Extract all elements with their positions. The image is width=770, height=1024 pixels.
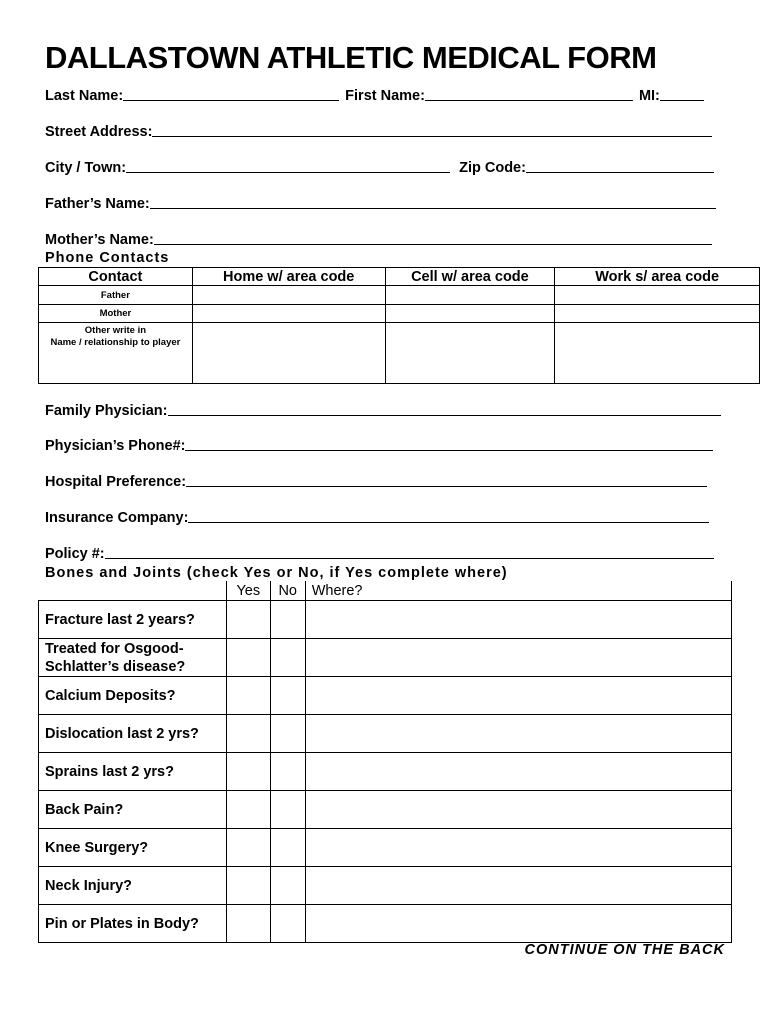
zip-code-label: Zip Code: (459, 160, 526, 176)
policy-row (45, 546, 714, 562)
father-row (45, 196, 716, 212)
bones-header-row (39, 581, 732, 601)
name-row (45, 88, 725, 104)
home-header: Home w/ area code (192, 268, 385, 286)
last-name-label: Last Name: (45, 88, 124, 104)
bones-row-label-line2: Schlatter’s disease? (45, 658, 186, 675)
insurance-row (45, 510, 709, 526)
street-row (45, 124, 712, 140)
bones-row-label-line1: Treated for Osgood- (45, 640, 184, 657)
work-header: Work s/ area code (555, 268, 760, 286)
physician-phone-field[interactable] (185, 449, 713, 451)
bones-row-label: Knee Surgery? (39, 829, 227, 867)
yes-cell[interactable] (226, 791, 270, 829)
bones-row (39, 715, 732, 753)
first-name-label: First Name: (345, 88, 425, 104)
phone-contacts-table (38, 267, 760, 384)
yes-cell[interactable] (226, 829, 270, 867)
city-town-label: City / Town: (45, 160, 127, 176)
where-cell[interactable] (305, 829, 731, 867)
no-cell[interactable] (270, 715, 305, 753)
no-cell[interactable] (270, 829, 305, 867)
other-home-cell[interactable] (192, 323, 385, 384)
bones-row-label: Neck Injury? (39, 867, 227, 905)
other-label-line1: Other write in (84, 325, 147, 336)
no-cell[interactable] (270, 677, 305, 715)
no-cell[interactable] (270, 601, 305, 639)
father-label: Father (39, 286, 193, 305)
cell-header: Cell w/ area code (385, 268, 555, 286)
physician-phone-label: Physician’s Phone#: (45, 438, 186, 454)
father-work-cell[interactable] (555, 286, 760, 305)
where-cell[interactable] (305, 867, 731, 905)
mi-label: MI: (638, 88, 660, 104)
city-row (45, 160, 714, 176)
continue-note: CONTINUE ON THE BACK (524, 942, 725, 958)
yes-cell[interactable] (226, 905, 270, 943)
mi-field[interactable] (660, 99, 704, 101)
no-cell[interactable] (270, 867, 305, 905)
bones-row (39, 829, 732, 867)
where-cell[interactable] (305, 791, 731, 829)
bones-row (39, 867, 732, 905)
mother-home-cell[interactable] (192, 305, 385, 323)
yes-cell[interactable] (226, 639, 270, 677)
where-cell[interactable] (305, 639, 731, 677)
yes-cell[interactable] (226, 677, 270, 715)
other-work-cell[interactable] (555, 323, 760, 384)
bones-row (39, 905, 732, 943)
no-cell[interactable] (270, 639, 305, 677)
bones-row-label: Pin or Plates in Body? (39, 905, 227, 943)
contact-header: Contact (39, 268, 193, 286)
city-town-field[interactable] (126, 171, 450, 173)
mother-work-cell[interactable] (555, 305, 760, 323)
insurance-company-label: Insurance Company: (45, 510, 189, 526)
father-cell-cell[interactable] (385, 286, 555, 305)
other-label-line2: Name / relationship to player (50, 337, 181, 348)
bones-row-label: Fracture last 2 years? (39, 601, 227, 639)
mother-cell-cell[interactable] (385, 305, 555, 323)
where-cell[interactable] (305, 601, 731, 639)
first-name-field[interactable] (425, 99, 633, 101)
bones-row-label: Back Pain? (39, 791, 227, 829)
policy-field[interactable] (105, 557, 714, 559)
phone-row-mother (39, 305, 760, 323)
fathers-name-field[interactable] (150, 207, 716, 209)
mother-label: Mother (39, 305, 193, 323)
where-cell[interactable] (305, 753, 731, 791)
phone-contacts-title: Phone Contacts (45, 250, 170, 266)
yes-cell[interactable] (226, 753, 270, 791)
mothers-name-label: Mother’s Name: (45, 232, 154, 248)
bones-row (39, 601, 732, 639)
where-cell[interactable] (305, 677, 731, 715)
bones-row (39, 677, 732, 715)
where-cell[interactable] (305, 905, 731, 943)
other-label (39, 323, 193, 384)
insurance-company-field[interactable] (188, 521, 709, 523)
page-title: DALLASTOWN ATHLETIC MEDICAL FORM (45, 40, 657, 75)
mothers-name-field[interactable] (154, 243, 712, 245)
zip-code-field[interactable] (526, 171, 714, 173)
phone-row-father (39, 286, 760, 305)
bones-row-label: Dislocation last 2 yrs? (39, 715, 227, 753)
yes-header: Yes (226, 581, 270, 601)
mother-row (45, 232, 712, 248)
hospital-row (45, 474, 707, 490)
yes-cell[interactable] (226, 715, 270, 753)
hospital-preference-field[interactable] (186, 485, 707, 487)
bones-row (39, 639, 732, 677)
bones-row-label: Calcium Deposits? (39, 677, 227, 715)
bones-row (39, 753, 732, 791)
last-name-field[interactable] (123, 99, 339, 101)
where-cell[interactable] (305, 715, 731, 753)
yes-cell[interactable] (226, 601, 270, 639)
bones-corner (39, 581, 227, 601)
other-cell-cell[interactable] (385, 323, 555, 384)
bones-row-label (39, 639, 227, 677)
where-header: Where? (305, 581, 731, 601)
street-address-field[interactable] (152, 135, 712, 137)
street-address-label: Street Address: (45, 124, 153, 140)
physician-phone-row (45, 438, 713, 454)
bones-row-label: Sprains last 2 yrs? (39, 753, 227, 791)
policy-label: Policy #: (45, 546, 105, 562)
phone-row-other (39, 323, 760, 384)
family-physician-label: Family Physician: (45, 403, 168, 419)
no-cell[interactable] (270, 905, 305, 943)
bones-title: Bones and Joints (check Yes or No, if Yes complete where) (45, 565, 508, 581)
father-home-cell[interactable] (192, 286, 385, 305)
bones-row (39, 791, 732, 829)
physician-row (45, 403, 721, 419)
no-header: No (270, 581, 305, 601)
family-physician-field[interactable] (168, 414, 721, 416)
no-cell[interactable] (270, 753, 305, 791)
phone-header-row (39, 268, 760, 286)
bones-table (38, 581, 732, 943)
fathers-name-label: Father’s Name: (45, 196, 150, 212)
no-cell[interactable] (270, 791, 305, 829)
hospital-preference-label: Hospital Preference: (45, 474, 187, 490)
yes-cell[interactable] (226, 867, 270, 905)
